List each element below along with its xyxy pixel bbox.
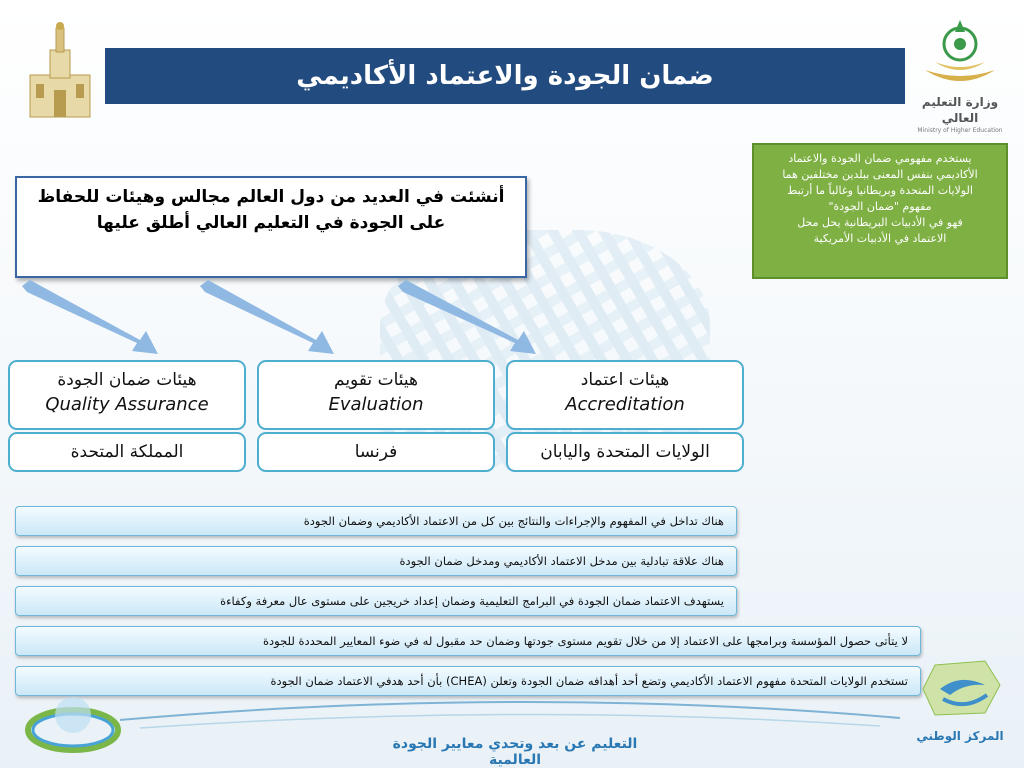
category-label-en: Quality Assurance [45, 394, 209, 415]
main-statement-box [15, 176, 527, 278]
category-quality-assurance [8, 360, 246, 430]
statement-bar: لا يتأتى حصول المؤسسة وبرامجها على الاعتماد إلا من خلال تقويم مستوى جودتها وضمان حد مقبول له في ضوء المعايير المحددة للجودة [15, 626, 921, 656]
statement-bar: يستهدف الاعتماد ضمان الجودة في البرامج التعليمية وضمان إعداد خريجين على مستوى عال معرفة وكفاءة [15, 586, 737, 616]
ministry-emblem-icon [905, 12, 1015, 90]
footer-slogan: التعليم عن بعد وتحدي معايير الجودة العالمية [392, 736, 638, 768]
country-evaluation: فرنسا [257, 432, 495, 472]
national-center-name: المركز الوطني [916, 729, 1004, 743]
note-line: يستخدم مفهومي ضمان الجودة والاعتماد [788, 152, 972, 165]
category-label-en: Accreditation [565, 394, 685, 415]
category-accreditation [506, 360, 744, 430]
globe-ring-icon [18, 675, 128, 765]
category-label-ar: هيئات اعتماد [580, 370, 670, 390]
category-evaluation [257, 360, 495, 430]
category-label-en: Evaluation [328, 394, 424, 415]
note-line: فهو في الأدبيات البريطانية يحل محل [797, 216, 963, 229]
note-line: الولايات المتحدة وبريطانيا وغالباً ما أرتبط [787, 184, 973, 197]
note-box [752, 143, 1008, 279]
ministry-name-ar: وزارة التعليم العالي [921, 95, 999, 125]
main-statement-text: أنشئت في العديد من دول العالم مجالس وهيئات للحفاظ على الجودة في التعليم العالي أطلق عليها [37, 187, 505, 233]
statement-bar: هناك تداخل في المفهوم والإجراءات والنتائج بين كل من الاعتماد الأكاديمي وضمان الجودة [15, 506, 737, 536]
university-logo [20, 20, 100, 120]
note-line: الأكاديمي بنفس المعنى ببلدين مختلفين هما [782, 168, 978, 181]
category-label-ar: هيئات ضمان الجودة [57, 370, 197, 390]
country-quality-assurance: المملكة المتحدة [8, 432, 246, 472]
note-line: الاعتماد في الأدبيات الأمريكية [813, 232, 947, 245]
arrow-to-evaluation [200, 280, 334, 354]
arrow-to-quality-assurance [22, 280, 158, 354]
note-line: مفهوم "ضمان الجودة" [828, 200, 932, 213]
country-accreditation: الولايات المتحدة واليابان [506, 432, 744, 472]
page-title: ضمان الجودة والاعتماد الأكاديمي [105, 48, 905, 104]
category-label-ar: هيئات تقويم [334, 370, 418, 390]
ministry-name-en: Ministry of Higher Education [917, 127, 1003, 134]
ministry-logo [905, 12, 1015, 134]
statement-bar: تستخدم الولايات المتحدة مفهوم الاعتماد الأكاديمي وتضع أحد أهدافه ضمان الجودة وتعلن (CHEA) بأن أحد هدفي الاعتماد ضمان الجودة [15, 666, 921, 696]
national-center-logo [905, 655, 1015, 755]
national-center-emblem-icon [905, 655, 1015, 725]
statement-bar: هناك علاقة تبادلية بين مدخل الاعتماد الأكاديمي ومدخل ضمان الجودة [15, 546, 737, 576]
